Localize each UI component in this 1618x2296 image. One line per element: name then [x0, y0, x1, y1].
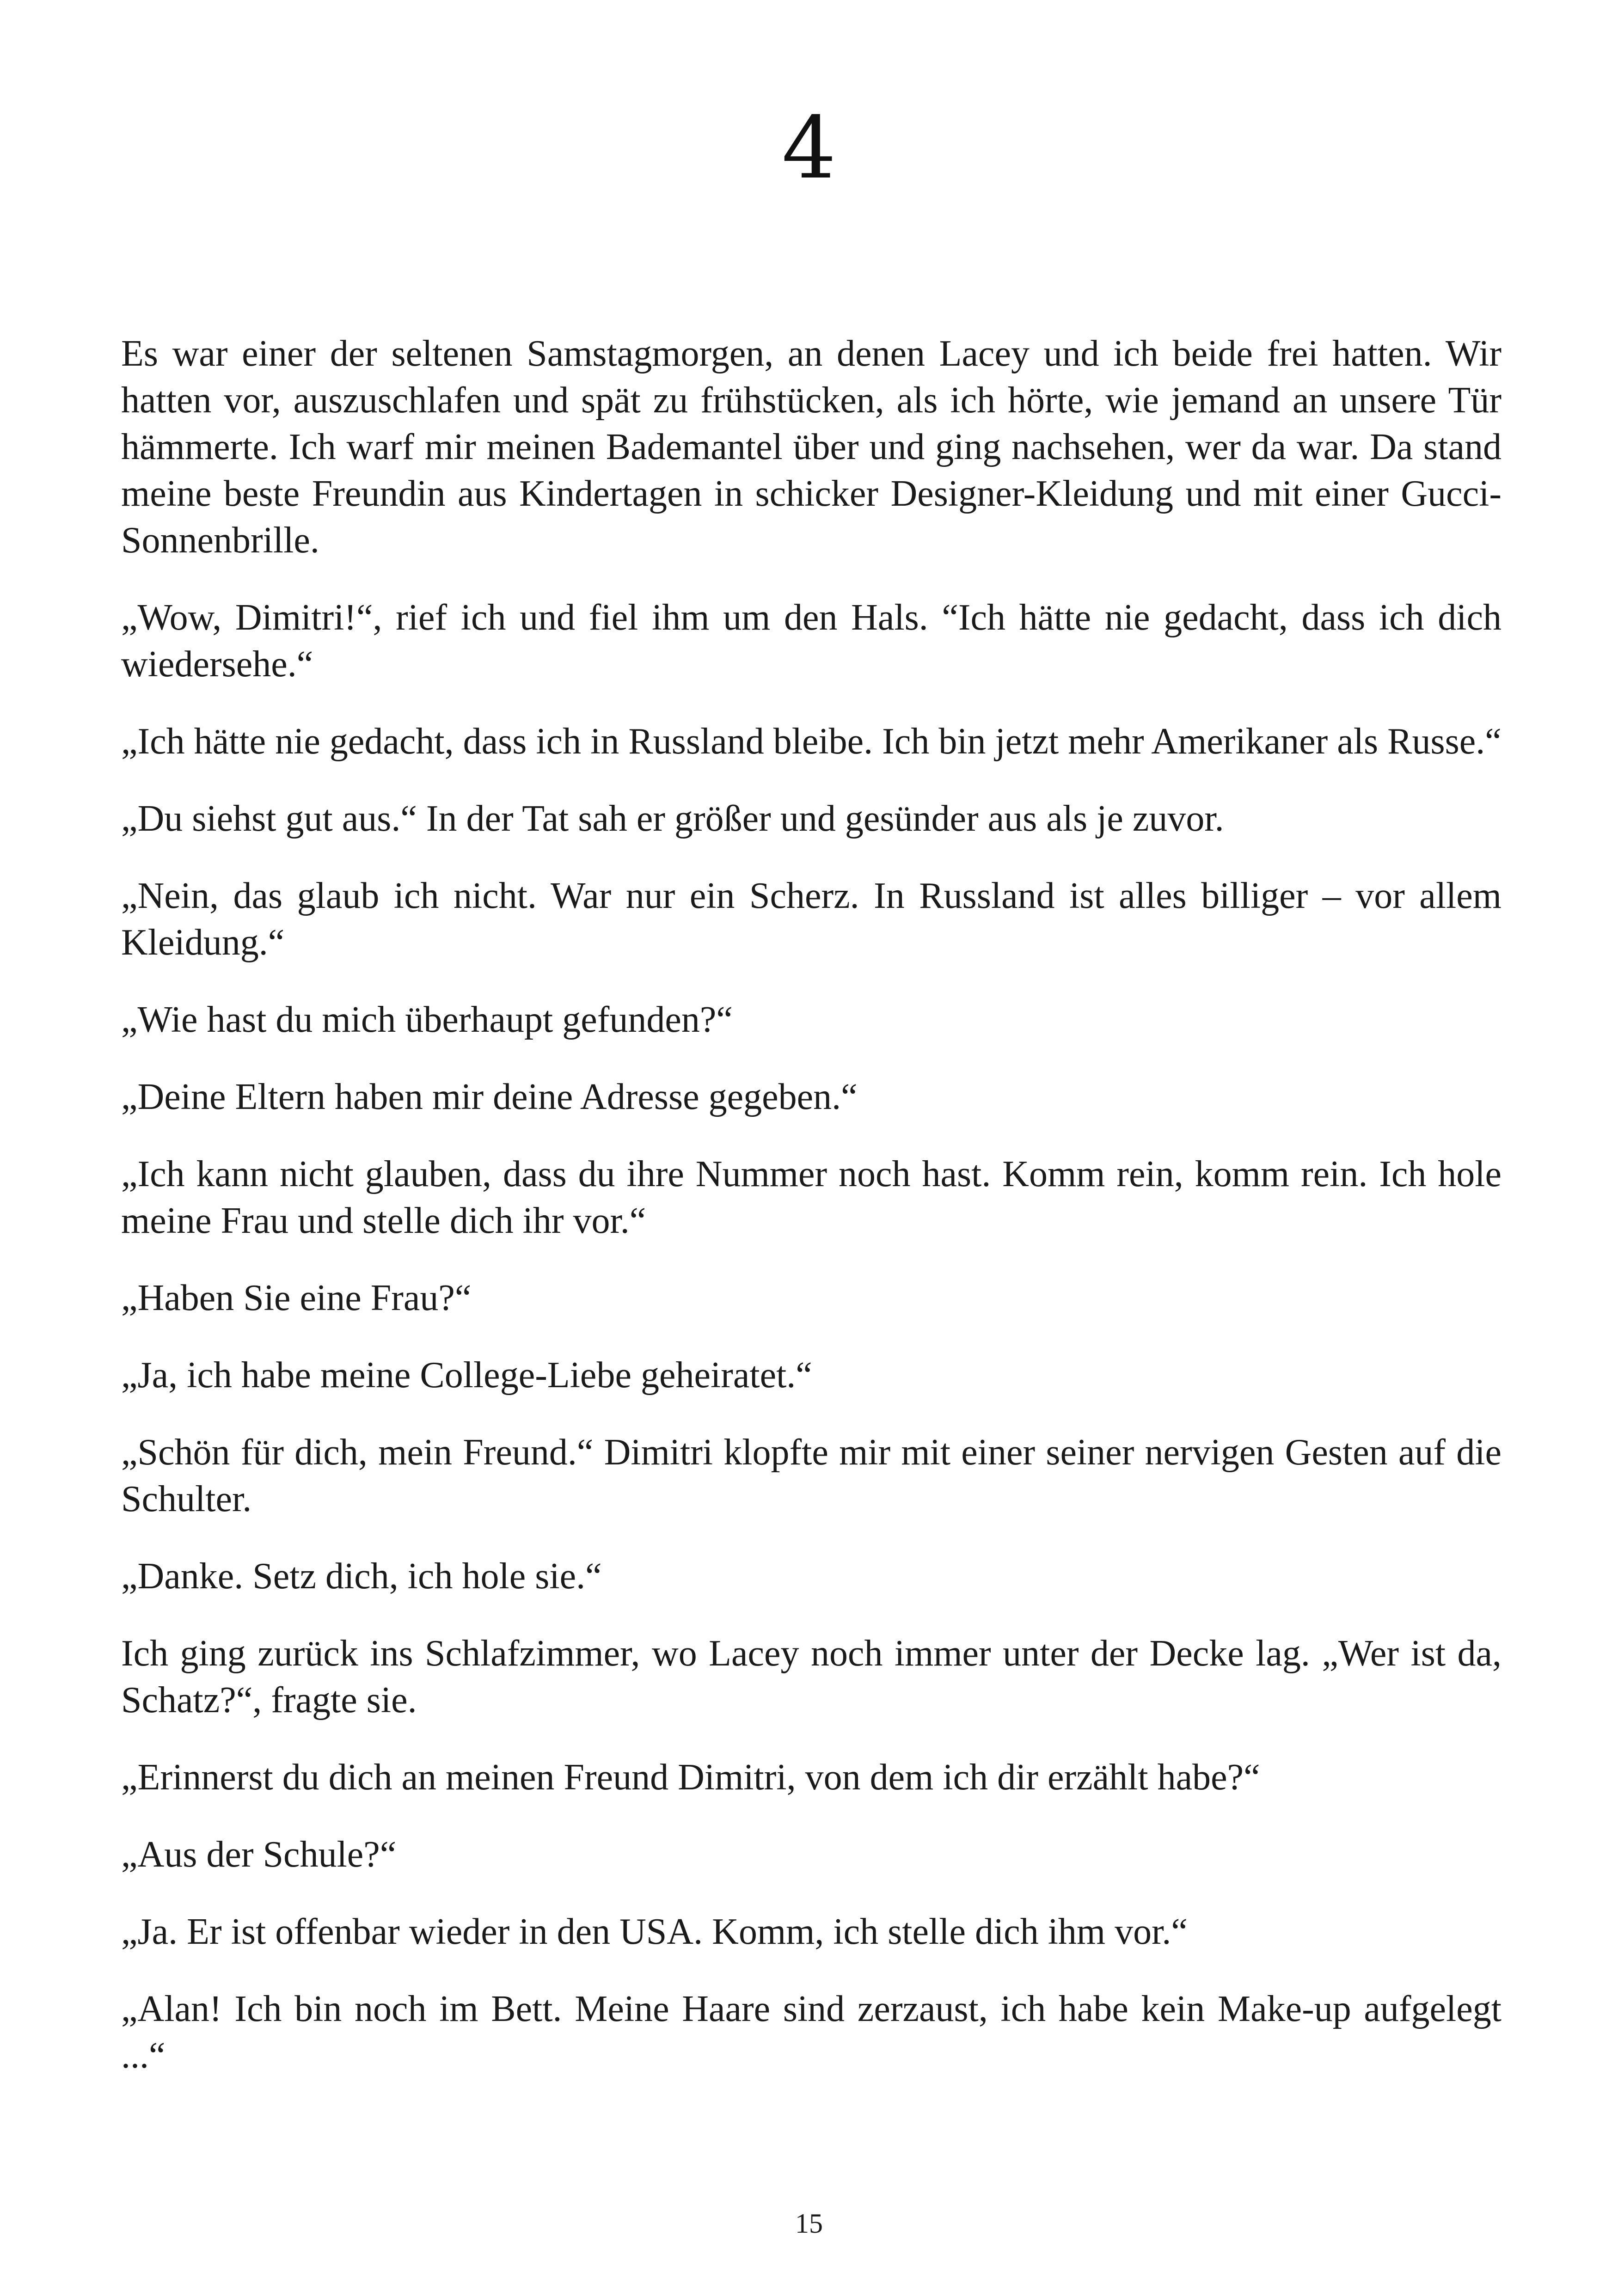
paragraph: „Ich hätte nie gedacht, dass ich in Russland bleibe. Ich bin jetzt mehr Amerikaner als Russe.“ — [121, 721, 1502, 762]
chapter-body — [121, 331, 1502, 2110]
paragraph: Es war einer der seltenen Samstagmorgen, an denen Lacey und ich beide frei hatten. Wir hatten vor, auszuschlafen und spät zu frühstücken, als ich hörte, wie jemand an unsere Tür hämmerte. Ich warf mir meinen Bademantel über und ging nachsehen, wer da war. Da stand meine beste Freundin aus Kindertagen in schicker Designer-Kleidung und mit einer Gucci-Sonnenbrille. — [121, 333, 1502, 561]
paragraph: „Ja. Er ist offenbar wieder in den USA. Komm, ich stelle dich ihm vor.“ — [121, 1911, 1188, 1952]
paragraph: „Nein, das glaub ich nicht. War nur ein Scherz. In Russland ist alles billiger – vor allem Kleidung.“ — [121, 876, 1502, 963]
paragraph: „Wie hast du mich überhaupt gefunden?“ — [121, 999, 733, 1040]
paragraph: „Schön für dich, mein Freund.“ Dimitri klopfte mir mit einer seiner nervigen Gesten auf die Schulter. — [121, 1432, 1502, 1519]
chapter-number: 4 — [782, 98, 836, 198]
paragraph: „Wow, Dimitri!“, rief ich und fiel ihm um den Hals. “Ich hätte nie gedacht, dass ich dich wiedersehe.“ — [121, 597, 1502, 685]
paragraph: Ich ging zurück ins Schlafzimmer, wo Lacey noch immer unter der Decke lag. „Wer ist da, Schatz?“, fragte sie. — [121, 1633, 1502, 1720]
paragraph: „Haben Sie eine Frau?“ — [121, 1278, 472, 1318]
paragraph: „Ja, ich habe meine College-Liebe geheiratet.“ — [121, 1355, 812, 1396]
page-number: 15 — [795, 2208, 823, 2239]
paragraph: „Danke. Setz dich, ich hole sie.“ — [121, 1556, 602, 1597]
paragraph: „Erinnerst du dich an meinen Freund Dimitri, von dem ich dir erzählt habe?“ — [121, 1757, 1260, 1798]
paragraph: „Aus der Schule?“ — [121, 1834, 397, 1875]
paragraph: „Alan! Ich bin noch im Bett. Meine Haare sind zerzaust, ich habe kein Make-up aufgelegt ...“ — [121, 1989, 1502, 2076]
paragraph: „Ich kann nicht glauben, dass du ihre Nummer noch hast. Komm rein, komm rein. Ich hole meine Frau und stelle dich ihr vor.“ — [121, 1154, 1502, 1241]
paragraph: „Du siehst gut aus.“ In der Tat sah er größer und gesünder aus als je zuvor. — [121, 798, 1224, 839]
paragraph: „Deine Eltern haben mir deine Adresse gegeben.“ — [121, 1077, 858, 1117]
